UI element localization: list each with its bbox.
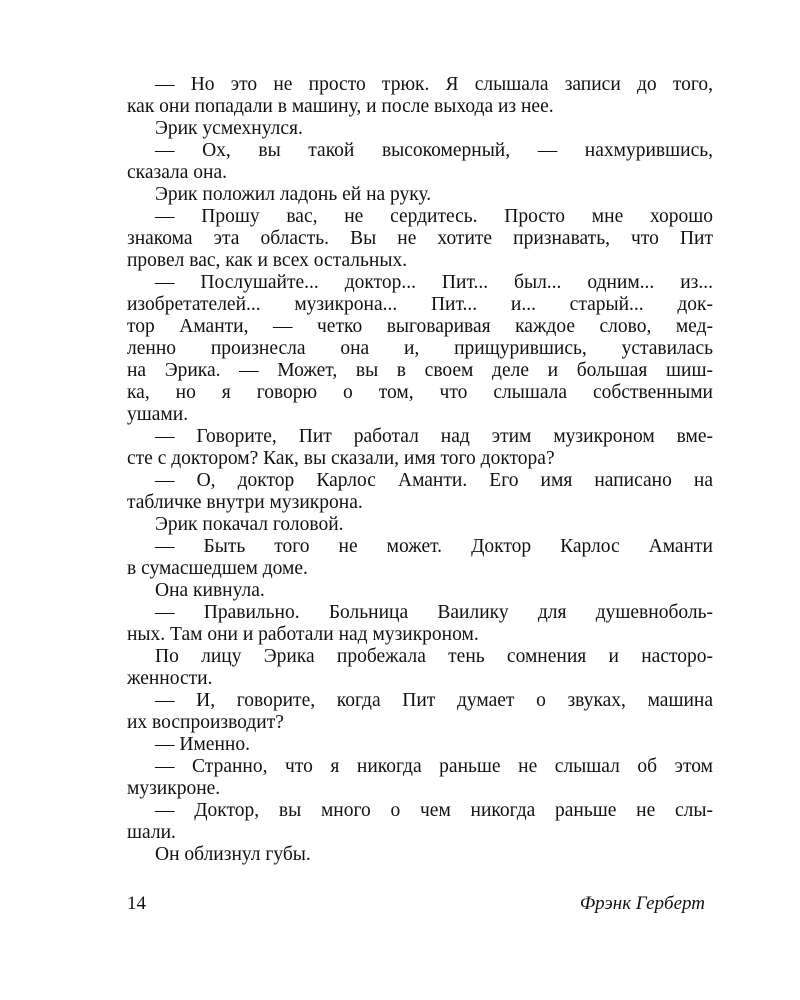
paragraph [127, 646, 713, 690]
text-line: — Говорите, Пит работал над этим музикроном вме- [155, 426, 713, 447]
text-line: ных. Там они и работали над музикроном. [127, 624, 479, 645]
paragraph [127, 470, 713, 514]
text-line: сте с доктором? Как, вы сказали, имя того доктора? [127, 448, 555, 469]
text-line: Эрик покачал головой. [155, 514, 344, 535]
text-line: — И, говорите, когда Пит думает о звуках, машина [155, 690, 713, 711]
text-line: ушами. [127, 404, 189, 425]
text-line: По лицу Эрика пробежала тень сомнения и насторо- [155, 646, 713, 667]
paragraph [127, 206, 713, 272]
text-line: изобретателей... музикрона... Пит... и... старый... док- [127, 294, 713, 315]
text-line: тор Аманти, — четко выговаривая каждое слово, мед- [127, 316, 713, 337]
text-line: Он облизнул губы. [155, 844, 311, 865]
paragraph [127, 74, 713, 118]
text-line: Она кивнула. [155, 580, 265, 601]
text-line: на Эрика. — Может, вы в своем деле и большая шиш- [127, 360, 713, 381]
paragraph [127, 536, 713, 580]
text-line: — Странно, что я никогда раньше не слышал об этом [155, 756, 713, 777]
paragraph [127, 734, 713, 756]
paragraph [127, 756, 713, 800]
text-line: шали. [127, 822, 176, 843]
text-line: — Именно. [155, 734, 250, 755]
text-line: — Правильно. Больница Ваилику для душевноболь- [155, 602, 713, 623]
paragraph [127, 426, 713, 470]
paragraph [127, 844, 713, 866]
paragraph [127, 272, 713, 426]
paragraph [127, 514, 713, 536]
text-line: их воспроизводит? [127, 712, 284, 733]
text-line: знакома эта область. Вы не хотите признавать, что Пит [127, 228, 713, 249]
text-line: как они попадали в машину, и после выхода из нее. [127, 96, 554, 117]
page-footer [127, 892, 713, 916]
text-line: — О, доктор Карлос Аманти. Его имя написано на [155, 470, 713, 491]
paragraph [127, 800, 713, 844]
text-line: — Послушайте... доктор... Пит... был... одним... из... [155, 272, 713, 293]
text-line: — Прошу вас, не сердитесь. Просто мне хорошо [155, 206, 713, 227]
paragraph [127, 118, 713, 140]
text-line: женности. [127, 668, 213, 689]
paragraph [127, 690, 713, 734]
paragraph [127, 580, 713, 602]
text-line: Эрик усмехнулся. [155, 118, 303, 139]
text-line: — Доктор, вы много о чем никогда раньше не слы- [155, 800, 713, 821]
text-line: провел вас, как и всех остальных. [127, 250, 408, 271]
running-author: Фрэнк Герберт [579, 893, 705, 914]
paragraph [127, 140, 713, 184]
text-line: ленно произнесла она и, прищурившись, уставилась [127, 338, 713, 359]
text-line: — Ох, вы такой высокомерный, — нахмурившись, [155, 140, 713, 161]
text-line: — Быть того не может. Доктор Карлос Аманти [155, 536, 713, 557]
text-line: Эрик положил ладонь ей на руку. [155, 184, 432, 205]
page-number: 14 [127, 893, 146, 914]
text-line: сказала она. [127, 162, 227, 183]
text-line: табличке внутри музикрона. [127, 492, 363, 513]
text-line: ка, но я говорю о том, что слышала собственными [127, 382, 713, 403]
text-line: в сумасшедшем доме. [127, 558, 308, 579]
page-body [127, 74, 713, 866]
text-line: музикроне. [127, 778, 221, 799]
paragraph [127, 184, 713, 206]
text-line: — Но это не просто трюк. Я слышала записи до того, [155, 74, 713, 95]
paragraph [127, 602, 713, 646]
